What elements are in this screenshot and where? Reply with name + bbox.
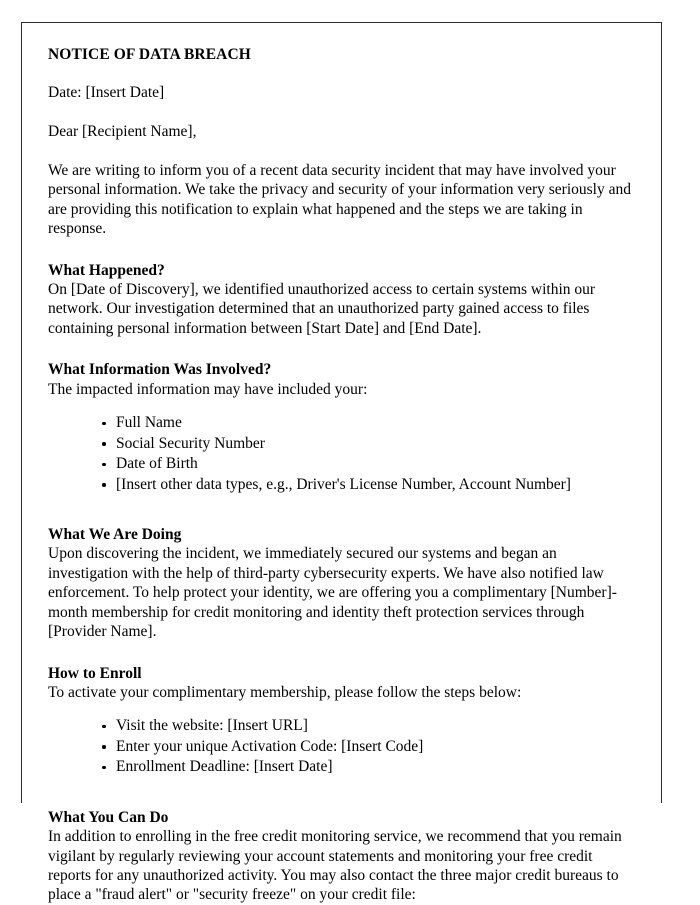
section-how-to-enroll	[48, 664, 639, 778]
document-body	[22, 23, 661, 905]
list-item: Enrollment Deadline: [Insert Date]	[48, 757, 639, 778]
document-page	[21, 22, 662, 904]
list-item: Enter your unique Activation Code: [Insert Code]	[48, 737, 639, 758]
enrollment-steps-list	[48, 716, 639, 778]
section-what-happened	[48, 261, 639, 339]
section-heading: What We Are Doing	[48, 526, 182, 544]
section-body: To activate your complimentary membership, please follow the steps below:	[48, 683, 522, 701]
section-heading: How to Enroll	[48, 664, 142, 682]
page-title: NOTICE OF DATA BREACH	[48, 46, 251, 63]
section-heading: What You Can Do	[48, 808, 169, 826]
section-what-we-are-doing	[48, 525, 639, 641]
section-body: The impacted information may have included your:	[48, 380, 368, 398]
list-item: Full Name	[48, 413, 639, 434]
information-types-list	[48, 413, 639, 495]
list-item: [Insert other data types, e.g., Driver's License Number, Account Number]	[48, 475, 639, 496]
section-what-you-can-do	[48, 808, 639, 905]
intro-paragraph: We are writing to inform you of a recent data security incident that may have involved your personal information. We take the privacy and security of your information very seriously and are providing this notification to explain what happened and the steps we are taking in response.	[48, 162, 631, 238]
section-heading: What Happened?	[48, 261, 165, 279]
section-body: In addition to enrolling in the free credit monitoring service, we recommend that you remain vigilant by regularly reviewing your account statements and monitoring your free credit reports for any unauthorized activity. You may also contact the three major credit bureaus to place a "fraud alert" or "security freeze" on your credit file:	[48, 828, 622, 904]
salutation: Dear [Recipient Name],	[48, 123, 197, 140]
section-what-information-was-involved	[48, 360, 639, 495]
section-body: Upon discovering the incident, we immediately secured our systems and began an investigation with the help of third-party cybersecurity experts. We have also notified law enforcement. To help protect your identity, we are offering you a complimentary [Number]-month membership for credit monitoring and identity theft protection services through [Provider Name].	[48, 545, 617, 641]
date-line: Date: [Insert Date]	[48, 84, 165, 101]
section-body: On [Date of Discovery], we identified unauthorized access to certain systems within our network. Our investigation determined that an unauthorized party gained access to files containing personal information between [Start Date] and [End Date].	[48, 281, 596, 337]
list-item: Visit the website: [Insert URL]	[48, 716, 639, 737]
list-item: Date of Birth	[48, 454, 639, 475]
section-heading: What Information Was Involved?	[48, 361, 272, 379]
list-item: Social Security Number	[48, 434, 639, 455]
